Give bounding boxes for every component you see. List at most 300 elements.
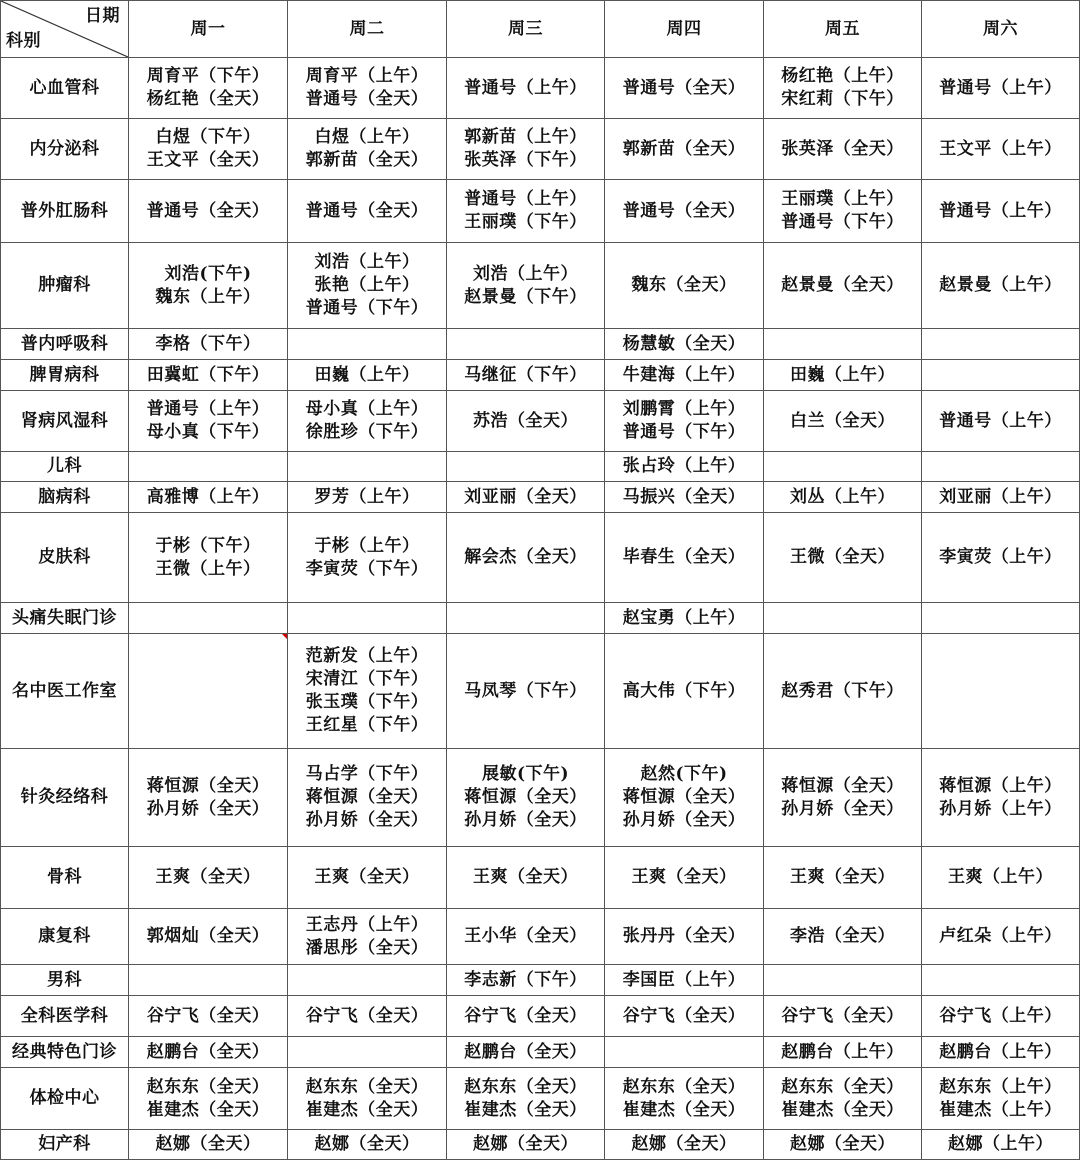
doctor-entry: 徐胜珍（下午）: [305, 422, 429, 442]
doctor-entry: 普通号（上午）: [146, 399, 270, 419]
schedule-cell-mon: [129, 243, 288, 329]
table-row-rehabilitation: [1, 909, 1080, 965]
schedule-cell-thu: [605, 603, 764, 634]
schedule-cell-sat: [922, 452, 1080, 482]
table-row-encephalopathy: [1, 482, 1080, 513]
schedule-cell-wed: [447, 603, 605, 634]
table-row-cardiology: [1, 58, 1080, 119]
doctor-entry: 王爽（全天）: [631, 867, 737, 887]
schedule-cell-mon: [129, 847, 288, 909]
schedule-cell-thu: [605, 58, 764, 119]
doctor-entry: 孙月娇（全天）: [781, 798, 904, 819]
doctor-entry: 张英泽（全天）: [781, 138, 904, 159]
schedule-cell-tue: [288, 360, 447, 391]
doctor-entry: 李寅荧（下午）: [305, 558, 429, 579]
doctor-entry: 张丹丹（全天）: [622, 926, 746, 946]
header-row: [1, 1, 1080, 58]
schedule-cell-thu: [605, 909, 764, 965]
doctor-entry: 白兰（全天）: [790, 410, 895, 431]
doctor-entry: 赵娜（全天）: [790, 1134, 895, 1154]
doctor-entry: 赵东东（全天）: [146, 1076, 270, 1097]
doctor-entry: 崔建杰（全天）: [146, 1099, 270, 1120]
doctor-entry: 崔建杰（全天）: [305, 1099, 429, 1120]
table-row-oncology: [1, 243, 1080, 329]
doctor-entry: 赵景曼（上午）: [939, 275, 1062, 295]
doctor-entry: 刘浩(下午): [164, 263, 252, 284]
schedule-cell-fri: [764, 1068, 922, 1130]
doctor-entry: 普通号（上午）: [939, 77, 1062, 98]
doctor-entry: 白煜（下午）: [155, 127, 261, 147]
doctor-entry: 母小真（下午）: [146, 422, 270, 442]
schedule-cell-mon: [129, 391, 288, 452]
doctor-entry: 赵秀君（下午）: [781, 680, 904, 701]
department-name: 针灸经络科: [1, 749, 129, 847]
doctor-entry: 普通号（下午）: [622, 422, 746, 442]
schedule-cell-sat: [922, 391, 1080, 452]
department-name: 内分泌科: [1, 119, 129, 180]
department-name: 头痛失眠门诊: [1, 603, 129, 634]
schedule-cell-tue: [288, 452, 447, 482]
schedule-cell-wed: [447, 482, 605, 513]
schedule-cell-fri: [764, 749, 922, 847]
schedule-cell-mon: [129, 482, 288, 513]
doctor-entry: 王微（全天）: [790, 547, 895, 567]
doctor-entry: 王小华（全天）: [464, 926, 587, 946]
doctor-entry: 崔建杰（上午）: [939, 1099, 1062, 1120]
schedule-cell-fri: [764, 58, 922, 119]
doctor-entry: 刘鹏霄（上午）: [622, 399, 746, 419]
doctor-entry: 刘亚丽（上午）: [939, 486, 1062, 507]
table-row-endocrinology: [1, 119, 1080, 180]
table-row-acupuncture: [1, 749, 1080, 847]
schedule-cell-mon: [129, 119, 288, 180]
doctor-entry: 普通号（全天）: [622, 200, 746, 221]
schedule-cell-thu: [605, 1037, 764, 1068]
doctor-entry: 赵娜（全天）: [155, 1134, 261, 1154]
schedule-cell-mon: [129, 360, 288, 391]
schedule-cell-tue: [288, 634, 447, 749]
schedule-cell-wed: [447, 119, 605, 180]
doctor-entry: 展敏(下午): [481, 764, 570, 784]
schedule-cell-mon: [129, 1037, 288, 1068]
doctor-entry: 赵然(下午): [640, 764, 728, 784]
schedule-cell-fri: [764, 243, 922, 329]
doctor-entry: 刘丛（上午）: [790, 486, 895, 507]
doctor-entry: 赵东东（全天）: [781, 1076, 904, 1097]
schedule-cell-mon: [129, 749, 288, 847]
day-header-tue: 周二: [288, 1, 447, 58]
schedule-cell-thu: [605, 360, 764, 391]
schedule-cell-mon: [129, 965, 288, 996]
schedule-cell-fri: [764, 452, 922, 482]
doctor-entry: 谷宁飞（上午）: [939, 1005, 1062, 1026]
table-row-pediatrics: [1, 452, 1080, 482]
table-row-general-practice: [1, 996, 1080, 1037]
schedule-cell-tue: [288, 749, 447, 847]
schedule-cell-fri: [764, 847, 922, 909]
doctor-entry: 马占学（下午）: [305, 764, 429, 784]
schedule-cell-sat: [922, 329, 1080, 360]
doctor-entry: 普通号（全天）: [305, 89, 429, 109]
doctor-entry: 蒋恒源（全天）: [781, 775, 904, 796]
schedule-cell-sat: [922, 909, 1080, 965]
schedule-body: [1, 58, 1080, 1160]
table-row-orthopedics: [1, 847, 1080, 909]
schedule-cell-sat: [922, 360, 1080, 391]
doctor-entry: 田冀虹（下午）: [146, 364, 270, 385]
doctor-entry: 孙月娇（全天）: [464, 810, 587, 830]
doctor-entry: 张艳（上午）: [314, 275, 420, 295]
doctor-entry: 刘亚丽（全天）: [464, 486, 587, 507]
schedule-cell-tue: [288, 996, 447, 1037]
department-name: 全科医学科: [1, 996, 129, 1037]
schedule-cell-sat: [922, 965, 1080, 996]
doctor-entry: 罗芳（上午）: [314, 486, 420, 507]
table-row-nephrology-rheumatology: [1, 391, 1080, 452]
schedule-cell-wed: [447, 180, 605, 243]
schedule-cell-mon: [129, 180, 288, 243]
doctor-entry: 杨红艳（上午）: [781, 66, 904, 86]
doctor-entry: 普通号（全天）: [622, 77, 746, 98]
schedule-cell-fri: [764, 119, 922, 180]
schedule-cell-thu: [605, 847, 764, 909]
department-name: 骨科: [1, 847, 129, 909]
doctor-entry: 马振兴（全天）: [622, 486, 746, 507]
doctor-entry: 高大伟（下午）: [622, 680, 746, 701]
schedule-cell-wed: [447, 243, 605, 329]
doctor-entry: 普通号（全天）: [305, 200, 429, 221]
schedule-cell-fri: [764, 909, 922, 965]
schedule-cell-fri: [764, 603, 922, 634]
department-name: 体检中心: [1, 1068, 129, 1130]
schedule-cell-fri: [764, 360, 922, 391]
schedule-cell-tue: [288, 1130, 447, 1160]
doctor-entry: 蒋恒源（全天）: [622, 787, 746, 807]
schedule-cell-wed: [447, 909, 605, 965]
table-row-respiratory: [1, 329, 1080, 360]
doctor-entry: 卢红朵（上午）: [939, 926, 1062, 946]
schedule-cell-mon: [129, 634, 288, 749]
doctor-entry: 谷宁飞（全天）: [622, 1005, 746, 1026]
doctor-entry: 赵鹏台（全天）: [464, 1041, 587, 1062]
doctor-entry: 赵宝勇（上午）: [622, 607, 746, 628]
doctor-entry: 王丽璞（上午）: [781, 189, 904, 209]
schedule-cell-fri: [764, 513, 922, 603]
schedule-cell-wed: [447, 1068, 605, 1130]
schedule-cell-wed: [447, 360, 605, 391]
schedule-cell-tue: [288, 482, 447, 513]
doctor-entry: 蒋恒源（全天）: [146, 775, 270, 796]
doctor-entry: 刘浩（上午）: [473, 263, 578, 284]
doctor-entry: 田巍（上午）: [314, 364, 420, 385]
schedule-cell-wed: [447, 58, 605, 119]
schedule-cell-fri: [764, 965, 922, 996]
schedule-cell-fri: [764, 391, 922, 452]
schedule-cell-tue: [288, 513, 447, 603]
schedule-cell-mon: [129, 1130, 288, 1160]
schedule-cell-thu: [605, 329, 764, 360]
schedule-cell-thu: [605, 634, 764, 749]
schedule-cell-tue: [288, 1068, 447, 1130]
table-row-famous-tcm-studio: [1, 634, 1080, 749]
doctor-entry: 谷宁飞（全天）: [146, 1005, 270, 1026]
doctor-entry: 崔建杰（全天）: [464, 1099, 587, 1120]
schedule-cell-wed: [447, 847, 605, 909]
doctor-entry: 谷宁飞（全天）: [464, 1005, 587, 1026]
doctor-entry: 王爽（全天）: [473, 867, 578, 887]
doctor-entry: 高雅博（上午）: [146, 486, 270, 507]
schedule-cell-thu: [605, 452, 764, 482]
doctor-entry: 谷宁飞（全天）: [305, 1005, 429, 1026]
schedule-cell-sat: [922, 1037, 1080, 1068]
doctor-entry: 崔建杰（全天）: [622, 1099, 746, 1120]
table-row-physical-exam-center: [1, 1068, 1080, 1130]
doctor-entry: 王志丹（上午）: [305, 914, 429, 935]
schedule-cell-mon: [129, 1068, 288, 1130]
schedule-cell-fri: [764, 482, 922, 513]
department-name: 康复科: [1, 909, 129, 965]
schedule-cell-sat: [922, 180, 1080, 243]
schedule-cell-sat: [922, 1130, 1080, 1160]
schedule-cell-thu: [605, 513, 764, 603]
doctor-entry: 周育平（上午）: [305, 66, 429, 86]
doctor-entry: 王爽（全天）: [155, 867, 261, 887]
doctor-entry: 赵东东（全天）: [622, 1076, 746, 1097]
doctor-entry: 普通号（上午）: [464, 77, 587, 98]
doctor-entry: 魏东（上午）: [155, 286, 261, 307]
schedule-cell-thu: [605, 391, 764, 452]
schedule-cell-sat: [922, 996, 1080, 1037]
schedule-cell-thu: [605, 1068, 764, 1130]
doctor-entry: 郭烟灿（全天）: [146, 926, 270, 946]
doctor-entry: 孙月娇（上午）: [939, 798, 1062, 819]
doctor-entry: 宋红莉（下午）: [781, 89, 904, 109]
table-row-obstetrics-gynecology: [1, 1130, 1080, 1160]
schedule-cell-sat: [922, 634, 1080, 749]
schedule-cell-tue: [288, 180, 447, 243]
schedule-cell-tue: [288, 909, 447, 965]
day-header-wed: 周三: [447, 1, 605, 58]
schedule-cell-tue: [288, 391, 447, 452]
doctor-entry: 魏东（全天）: [631, 275, 737, 295]
doctor-entry: 张英泽（下午）: [464, 150, 587, 170]
doctor-entry: 谷宁飞（全天）: [781, 1005, 904, 1026]
schedule-cell-tue: [288, 1037, 447, 1068]
doctor-entry: 赵东东（上午）: [939, 1076, 1062, 1097]
doctor-entry: 田巍（上午）: [790, 364, 895, 385]
doctor-entry: 赵鹏台（上午）: [781, 1041, 904, 1062]
comment-marker-icon: [282, 634, 287, 639]
doctor-entry: 普通号（上午）: [464, 189, 587, 209]
table-row-spleen-stomach: [1, 360, 1080, 391]
doctor-entry: 于彬（上午）: [314, 535, 420, 556]
doctor-entry: 范新发（上午）: [305, 646, 429, 666]
doctor-entry: 宋清江（下午）: [305, 669, 429, 689]
doctor-entry: 张占玲（上午）: [622, 456, 746, 476]
schedule-cell-wed: [447, 329, 605, 360]
schedule-cell-fri: [764, 634, 922, 749]
schedule-cell-tue: [288, 243, 447, 329]
doctor-entry: 马继征（下午）: [464, 364, 587, 385]
doctor-entry: 孙月娇（全天）: [146, 798, 270, 819]
doctor-entry: 蒋恒源（全天）: [464, 787, 587, 807]
doctor-entry: 李志新（下午）: [464, 969, 587, 990]
schedule-cell-thu: [605, 965, 764, 996]
schedule-cell-tue: [288, 847, 447, 909]
department-name: 肾病风湿科: [1, 391, 129, 452]
doctor-entry: 赵鹏台（上午）: [939, 1041, 1062, 1062]
doctor-entry: 王爽（全天）: [314, 867, 420, 887]
schedule-cell-sat: [922, 603, 1080, 634]
table-row-headache-insomnia: [1, 603, 1080, 634]
doctor-entry: 解会杰（全天）: [464, 547, 587, 567]
doctor-entry: 王爽（上午）: [948, 867, 1053, 887]
schedule-cell-mon: [129, 513, 288, 603]
corner-dept-label: 科别: [6, 31, 41, 51]
schedule-cell-wed: [447, 996, 605, 1037]
schedule-cell-wed: [447, 749, 605, 847]
table-row-classic-specialty: [1, 1037, 1080, 1068]
doctor-entry: 孙月娇（全天）: [622, 810, 746, 830]
schedule-cell-thu: [605, 243, 764, 329]
schedule-cell-wed: [447, 391, 605, 452]
department-name: 普外肛肠科: [1, 180, 129, 243]
department-name: 皮肤科: [1, 513, 129, 603]
doctor-entry: 杨红艳（全天）: [146, 89, 270, 109]
schedule-cell-sat: [922, 58, 1080, 119]
schedule-cell-mon: [129, 58, 288, 119]
schedule-cell-wed: [447, 1037, 605, 1068]
schedule-cell-thu: [605, 180, 764, 243]
doctor-entry: 张玉璞（下午）: [305, 692, 429, 712]
schedule-cell-tue: [288, 119, 447, 180]
schedule-cell-sat: [922, 1068, 1080, 1130]
doctor-entry: 郭新苗（上午）: [464, 127, 587, 147]
doctor-entry: 赵鹏台（全天）: [146, 1041, 270, 1062]
doctor-entry: 牛建海（上午）: [622, 364, 746, 385]
doctor-entry: 李国臣（上午）: [622, 969, 746, 990]
doctor-entry: 赵景曼（全天）: [781, 275, 904, 295]
doctor-entry: 普通号（下午）: [781, 212, 904, 232]
schedule-cell-sat: [922, 482, 1080, 513]
corner-header-cell: [1, 1, 129, 58]
doctor-entry: 李寅荧（上午）: [939, 547, 1062, 567]
day-header-mon: 周一: [129, 1, 288, 58]
department-name: 儿科: [1, 452, 129, 482]
department-name: 脑病科: [1, 482, 129, 513]
doctor-entry: 普通号（上午）: [939, 410, 1062, 431]
doctor-entry: 赵东东（全天）: [305, 1076, 429, 1097]
schedule-cell-tue: [288, 329, 447, 360]
schedule-cell-mon: [129, 603, 288, 634]
schedule-cell-thu: [605, 749, 764, 847]
schedule-cell-fri: [764, 329, 922, 360]
doctor-entry: 蒋恒源（全天）: [305, 787, 429, 807]
doctor-entry: 普通号（上午）: [939, 200, 1062, 221]
doctor-entry: 赵景曼（下午）: [464, 286, 587, 307]
doctor-entry: 王红星（下午）: [305, 715, 429, 735]
doctor-entry: 赵娜（上午）: [948, 1134, 1053, 1154]
doctor-entry: 赵东东（全天）: [464, 1076, 587, 1097]
doctor-entry: 李格（下午）: [155, 333, 261, 354]
department-name: 妇产科: [1, 1130, 129, 1160]
schedule-cell-fri: [764, 1037, 922, 1068]
day-header-thu: 周四: [605, 1, 764, 58]
department-name: 心血管科: [1, 58, 129, 119]
schedule-cell-sat: [922, 749, 1080, 847]
doctor-entry: 崔建杰（全天）: [781, 1099, 904, 1120]
schedule-cell-sat: [922, 513, 1080, 603]
day-header-sat: 周六: [922, 1, 1080, 58]
doctor-entry: 孙月娇（全天）: [305, 810, 429, 830]
table-row-andrology: [1, 965, 1080, 996]
schedule-cell-fri: [764, 1130, 922, 1160]
doctor-entry: 苏浩（全天）: [473, 410, 578, 431]
doctor-entry: 蒋恒源（上午）: [939, 775, 1062, 796]
corner-date-label: 日期: [85, 6, 120, 26]
doctor-entry: 赵娜（全天）: [631, 1134, 737, 1154]
schedule-cell-tue: [288, 965, 447, 996]
schedule-cell-sat: [922, 243, 1080, 329]
doctor-entry: 于彬（下午）: [155, 535, 261, 556]
schedule-cell-fri: [764, 996, 922, 1037]
table-row-dermatology: [1, 513, 1080, 603]
doctor-entry: 郭新苗（全天）: [622, 138, 746, 159]
department-name: 名中医工作室: [1, 634, 129, 749]
schedule-cell-sat: [922, 847, 1080, 909]
doctor-entry: 母小真（上午）: [305, 399, 429, 419]
department-name: 经典特色门诊: [1, 1037, 129, 1068]
schedule-cell-thu: [605, 1130, 764, 1160]
schedule-cell-thu: [605, 119, 764, 180]
doctor-entry: 王文平（全天）: [146, 150, 270, 170]
doctor-entry: 马凤琴（下午）: [464, 680, 587, 701]
day-header-fri: 周五: [764, 1, 922, 58]
doctor-entry: 赵娜（全天）: [473, 1134, 578, 1154]
schedule-cell-mon: [129, 996, 288, 1037]
schedule-cell-wed: [447, 965, 605, 996]
schedule-cell-fri: [764, 180, 922, 243]
doctor-entry: 普通号（全天）: [146, 200, 270, 221]
schedule-cell-mon: [129, 909, 288, 965]
doctor-entry: 郭新苗（全天）: [305, 150, 429, 170]
schedule-cell-sat: [922, 119, 1080, 180]
department-name: 脾胃病科: [1, 360, 129, 391]
schedule-cell-wed: [447, 513, 605, 603]
doctor-entry: 杨慧敏（全天）: [622, 333, 746, 354]
schedule-cell-mon: [129, 452, 288, 482]
schedule-cell-mon: [129, 329, 288, 360]
doctor-entry: 王丽璞（下午）: [464, 212, 587, 232]
doctor-entry: 王文平（上午）: [939, 138, 1062, 159]
schedule-cell-wed: [447, 452, 605, 482]
department-name: 普内呼吸科: [1, 329, 129, 360]
doctor-entry: 刘浩（上午）: [314, 252, 420, 272]
doctor-entry: 李浩（全天）: [790, 926, 895, 946]
doctor-entry: 赵娜（全天）: [314, 1134, 420, 1154]
schedule-cell-wed: [447, 634, 605, 749]
schedule-cell-thu: [605, 996, 764, 1037]
schedule-cell-tue: [288, 58, 447, 119]
doctor-entry: 周育平（下午）: [146, 66, 270, 86]
schedule-cell-tue: [288, 603, 447, 634]
doctor-entry: 王爽（全天）: [790, 867, 895, 887]
doctor-entry: 毕春生（全天）: [622, 547, 746, 567]
doctor-entry: 白煜（上午）: [314, 127, 420, 147]
doctor-entry: 潘思彤（全天）: [305, 937, 429, 958]
table-row-anorectal-surgery: [1, 180, 1080, 243]
department-name: 男科: [1, 965, 129, 996]
